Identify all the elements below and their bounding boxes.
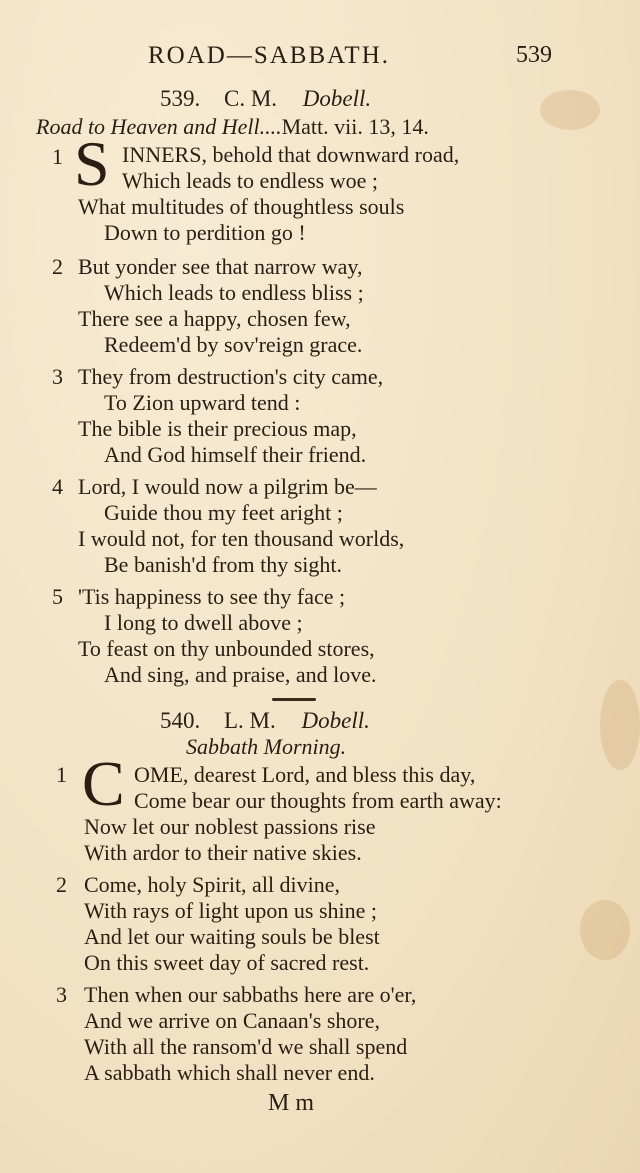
verse-line: INNERS, behold that downward road,	[122, 142, 460, 167]
verse-number: 1	[56, 762, 67, 787]
hymn-number: 539.	[160, 86, 201, 111]
verse-line: And let our waiting souls be blest	[84, 924, 380, 949]
verse-number: 3	[52, 364, 63, 389]
verse-line: I long to dwell above ;	[104, 610, 303, 635]
verse-line: Come bear our thoughts from earth away:	[134, 788, 502, 813]
drop-cap: S	[74, 128, 110, 199]
verse-number: 4	[52, 474, 63, 499]
verse-line: I would not, for ten thousand worlds,	[78, 526, 405, 551]
hymn-author: Dobell.	[302, 86, 372, 111]
paper-stain	[540, 90, 600, 130]
verse-line: What multitudes of thoughtless souls	[78, 194, 405, 219]
paper-stain	[580, 900, 630, 960]
verse-number: 5	[52, 584, 63, 609]
running-title: ROAD—SABBATH.	[148, 42, 391, 69]
hymn-author: Dobell.	[301, 708, 370, 733]
verse-line: But yonder see that narrow way,	[78, 254, 363, 279]
verse-line: Which leads to endless woe ;	[122, 168, 378, 193]
verse-line: A sabbath which shall never end.	[84, 1060, 375, 1085]
verse-line: Be banish'd from thy sight.	[104, 552, 343, 577]
hymn-number: 540.	[160, 708, 201, 733]
verse-line: And we arrive on Canaan's shore,	[84, 1008, 380, 1033]
page-number: 539	[516, 42, 552, 68]
verse-line: Guide thou my feet aright ;	[104, 500, 343, 525]
verse-line: There see a happy, chosen few,	[78, 306, 351, 331]
verse-line: With ardor to their native skies.	[84, 840, 362, 865]
hymn-topic: Sabbath Morning.	[186, 734, 347, 759]
verse-line: On this sweet day of sacred rest.	[84, 950, 370, 975]
verse-line: Redeem'd by sov'reign grace.	[104, 332, 363, 357]
paper-stain	[600, 680, 640, 770]
hymn-topic: Road to Heaven and Hell....	[36, 114, 282, 139]
verse-line: Then when our sabbaths here are o'er,	[84, 982, 417, 1007]
verse-line: And sing, and praise, and love.	[104, 662, 377, 687]
verse-line: 'Tis happiness to see thy face ;	[78, 584, 346, 609]
verse-line: To feast on thy unbounded stores,	[78, 636, 375, 661]
verse-line: With rays of light upon us shine ;	[84, 898, 378, 923]
hymn-meter: L. M.	[224, 708, 276, 733]
verse-line: OME, dearest Lord, and bless this day,	[134, 762, 476, 787]
verse-line: Come, holy Spirit, all divine,	[84, 872, 341, 897]
hymn-heading	[160, 86, 371, 112]
drop-cap: C	[82, 748, 125, 819]
page-header	[0, 42, 640, 78]
verse-line: To Zion upward tend :	[104, 390, 301, 415]
section-divider	[272, 698, 316, 701]
verse-number: 3	[56, 982, 67, 1007]
hymn-subtitle	[186, 734, 346, 760]
verse-line: And God himself their friend.	[104, 442, 367, 467]
hymn-heading	[160, 708, 370, 734]
printer-signature: M m	[268, 1090, 315, 1116]
verse-line: Which leads to endless bliss ;	[104, 280, 364, 305]
hymn-meter: C. M.	[224, 86, 278, 111]
verse-line: Now let our noblest passions rise	[84, 814, 376, 839]
verse-line: Down to perdition go !	[104, 220, 306, 245]
verse-line: The bible is their precious map,	[78, 416, 357, 441]
verse-number: 2	[52, 254, 63, 279]
verse-line: Lord, I would now a pilgrim be—	[78, 474, 377, 499]
verse-line: With all the ransom'd we shall spend	[84, 1034, 408, 1059]
scripture-reference: Matt. vii. 13, 14.	[281, 114, 429, 139]
verse-line: They from destruction's city came,	[78, 364, 384, 389]
verse-number: 1	[52, 144, 63, 169]
verse-number: 2	[56, 872, 67, 897]
